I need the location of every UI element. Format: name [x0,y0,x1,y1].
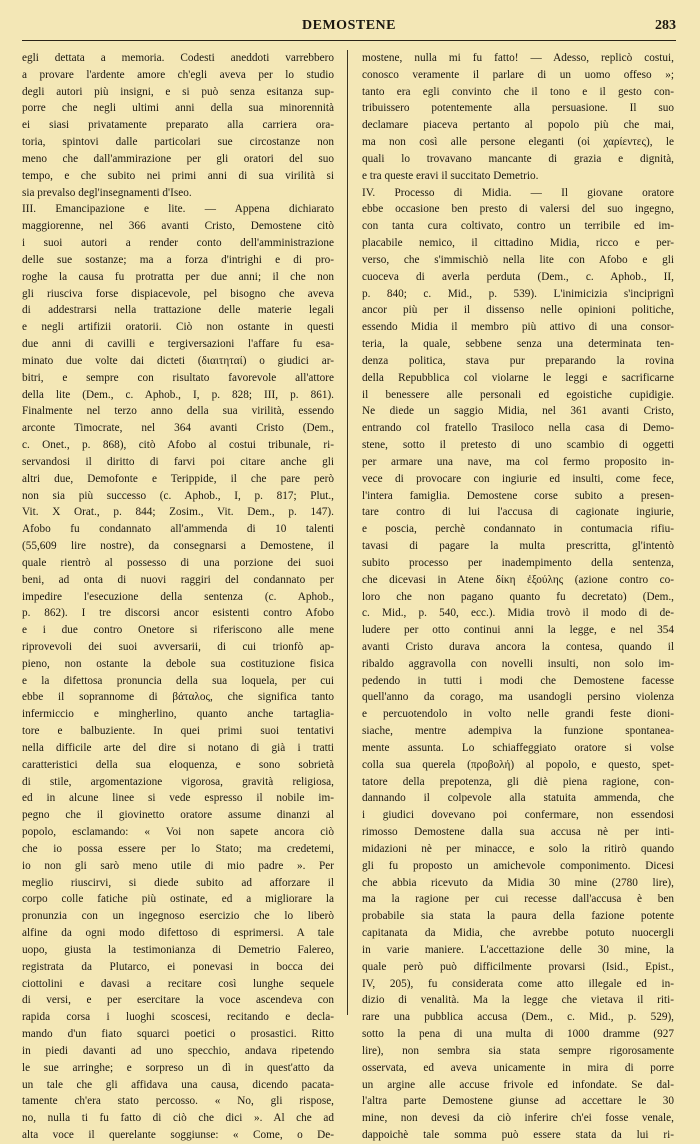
text-line: quali lo trovavano mancante di grazia e dignità, [362,152,674,165]
text-line: tavasi di pagare la multa prescritta, gl'intentò [362,540,674,553]
text-line: no, nulla ti fu fatto di ciò che dici ». Al che ad [22,1112,334,1125]
text-line: maggiorenne, nel 366 avanti Cristo, Demostene citò [22,220,334,233]
text-line: degli autori più insigni, e si può senza esitanza sup- [22,85,334,98]
text-line: rare una pubblica accusa (Dem., c. Mid., p. 529), [362,1011,674,1024]
text-line: vece di provocare con ingiurie ed insulti, come fece, [362,472,674,485]
text-line: loro che non pagano quanto fu decretato) (Dem., [362,590,674,603]
text-line: popolo, esclamando: « Voi non sapete ancora ciò [22,826,334,839]
text-line: III. Emancipazione e lite. — Appena dichiarato [22,203,334,216]
text-line: le sue arringhe; e sorpreso un dì in quest'atto da [22,1061,334,1074]
text-line: siache, mentre adempiva la funzione spontanea- [362,725,674,738]
text-line: tare contro di lui l'accusa di cagionate ingiurie, [362,506,674,519]
text-line: impedire l'esecuzione della sentenza (c. Aphob., [22,590,334,603]
text-line: altri due, Demofonte e Terippide, il che pare però [22,472,334,485]
text-line: i suoi autori a render conto dell'amministrazione [22,237,334,250]
text-line: e negli artifizii oratorii. Ciò non ostante in questi [22,321,334,334]
text-line: quale rientrò al possesso di una porzione dei suoi [22,556,334,569]
left-text-column [22,50,334,1144]
text-line: osservata, ed aveva unicamente in mira di porre [362,1061,674,1074]
column-divider [347,50,348,1015]
text-line: e la difettosa pronuncia della sua loquela, per cui [22,674,334,687]
text-line: gli riusciva forse dispiacevole, pel bisogno che aveva [22,287,334,300]
text-line: (55,609 lire nostre), da consegnarsi a Demostene, il [22,540,334,553]
text-line: verso, che s'immischiò nella lite con Afobo e gli [362,253,674,266]
text-line: sotto la pena di una multa di 1000 dramme (927 [362,1028,674,1041]
text-line: mine, non devesi da ciò inferire ch'ei fosse venale, [362,1112,674,1125]
text-line: ei siasi privatamente preparato alla carriera ora- [22,119,334,132]
text-line: pieno, non ostante la debole sua costituzione fisica [22,657,334,670]
text-line: p. 840; c. Mid., p. 539). L'inimicizia s'inciprignì [362,287,674,300]
text-line: midazioni nè per minacce, e solo la ritirò quando [362,842,674,855]
text-line: sia prevalso degl'insegnamenti d'Iseo. [22,186,192,199]
text-line: denza politica, stava pur preparando la rovina [362,354,674,367]
running-title: DEMOSTENE [302,18,396,33]
text-line: entrando col fratello Trasiloco nella casa di Demo- [362,422,674,435]
text-line: registrata da Plutarco, ei ponevasi in bocca dei [22,960,334,973]
text-line: ma non così alle persone eleganti (οἱ χαρίεντες), le [362,136,674,149]
text-line: a provare l'ardente amore ch'egli aveva per lo studio [22,68,334,81]
text-line: in piedi davanti ad uno specchio, andava ripetendo [22,1044,334,1057]
text-line: tatore della prepotenza, gli diè piena ragione, con- [362,775,674,788]
text-line: tamente ch'era stato percosso. « No, gli rispose, [22,1095,334,1108]
text-line: c. Onet., p. 868), citò Afobo al costui tribunale, ri- [22,439,334,452]
text-line: IV, 205), fu considerata come atto illegale ed in- [362,977,674,990]
text-line: rapida corsa i luoghi scoscesi, recitando e decla- [22,1011,334,1024]
text-line: gli fu proposto un amichevole componimento. Dicesi [362,859,674,872]
text-line: servandosi il diritto di farvi poi citare anche gli [22,455,334,468]
text-line: Afobo fu condannato all'ammenda di 10 talenti [22,523,334,536]
text-line: quale però può difficilmente provarsi (Isid., Epist., [362,960,674,973]
text-line: beni, ad onta di nuovi raggiri del condannato per [22,573,334,586]
text-line: Finalmente nel terzo anno della sua virilità, essendo [22,405,334,418]
text-line: Vit. X Orat., p. 844; Zosim., Vit. Dem., p. 147). [22,506,334,519]
text-line: alfine da ogni modo difettoso di esprimersi. A tale [22,927,334,940]
text-line: lire), non sembra sia stata sempre rigorosamente [362,1044,674,1057]
text-line: cuoceva di averla perduta (Dem., c. Aphob., II, [362,270,674,283]
text-line: p. 862). I tre discorsi ancor esistenti contro Afobo [22,607,334,620]
text-line: meglio riuscirvi, si diede subito ad afforzare il [22,876,334,889]
text-line: conosco veramente il parlare di un uomo offeso »; [362,68,674,81]
text-line: per armare una nave, ma col fermo proposito in- [362,455,674,468]
text-line: pegno che il giovinetto oratore assume dinanzi al [22,809,334,822]
text-line: delle sue sostanze; ma a forza d'intrighi e di pro- [22,253,334,266]
text-line: mente assunta. Lo schiaffeggiato oratore si volse [362,741,674,754]
text-line: ebbe il soprannome di βάταλος, che significa tanto [22,691,334,704]
text-line: uopo, giusta la testimonianza di Demetrio Falereo, [22,943,334,956]
text-line: colla sua querela (προβολή) al popolo, e questo, spet- [362,758,674,771]
text-line: due anni di cavilli e tergiversazioni l'affare fu esa- [22,338,334,351]
text-line: un argine alle accuse frivole ed infondate. Se dal- [362,1078,674,1091]
text-line: di addestrarsi nella trattazione delle materie legali [22,304,334,317]
text-line: egli dettata a memoria. Codesti aneddoti varrebbero [22,52,334,64]
text-line: arconte Timocrate, nel 364 avanti Cristo (Dem., [22,422,334,435]
text-line: infermiccio e mingherlino, quanto anche tartaglia- [22,708,334,721]
text-line: roghe la causa fu protratta per due anni; il che non [22,270,334,283]
text-line: tribuissero potentemente alla persuasione. Il suo [362,102,674,115]
text-line: Ne diede un saggio Midia, nel 361 avanti Cristo, [362,405,674,418]
text-line: ed in alcune linee si vede espresso il nobile im- [22,792,334,805]
text-line: avanti Cristo durava ancora la contesa, quando il [362,640,674,653]
text-line: il benessere alle personali ed egoistiche cupidigie. [362,388,674,401]
text-line: un tale che gli affidava una causa, dicendo pacata- [22,1078,334,1091]
page-header [22,14,676,41]
text-line: corpo colle fatiche più ostinate, ed a migliorare la [22,893,334,906]
text-line: declamare piaceva pertanto al popolo più che mai, [362,119,674,132]
text-line: IV. Processo di Midia. — Il giovane oratore [362,186,674,199]
text-line: dizio di venalità. Ma la legge che vietava il riti- [362,994,674,1007]
text-line: dannando il colpevole alla statuita ammenda, che [362,792,674,805]
text-line: porre che negli ultimi anni della sua minorennità [22,102,334,115]
text-line: bitri, e sempre con risultato favorevole all'attore [22,371,334,384]
text-line: nella difficile arte del dire si notano di già i tratti [22,741,334,754]
text-line: riprovevoli dei suoi avversarii, di cui trionfò ap- [22,640,334,653]
text-line: minato due volte dai dicteti (διαιτηταί) o giudici ar- [22,354,334,367]
text-line: stene, sotto il pretesto di uno scambio di oggetti [362,439,674,452]
text-line: i giudici dovevano poi confermare, non essendosi [362,809,674,822]
text-line: l'intera famiglia. Demostene corse subito a presen- [362,489,674,502]
text-line: e poscia, perchè condannato in contumacia rifiu- [362,523,674,536]
text-line: essendo Midia il membro più attivo di una consor- [362,321,674,334]
text-line: e i due contro Onetore si riferiscono alle mene [22,624,334,637]
text-line: della Repubblica col violarne le leggi e sacrificarne [362,371,674,384]
text-line: pronunzia con un ingegnoso esercizio che lo liberò [22,910,334,923]
text-line: meno che dall'ammirazione per gli oratori del suo [22,152,334,165]
text-line: teria, la quale, sebbene senza una determinata ten- [362,338,674,351]
text-line: di stile, argomentazione vigorosa, gravità religiosa, [22,775,334,788]
text-line: ribaldo aggravolla con novelli insulti, non solo im- [362,657,674,670]
text-line: c. Mid., p. 540, ecc.). Midia trovò il modo di de- [362,607,674,620]
text-line: mando d'un fiato squarci poetici o prosastici. Ritto [22,1028,334,1041]
text-line: tore e balbuziente. In quei primi suoi tentativi [22,725,334,738]
text-line: toria, spintovi dalle particolari sue circostanze non [22,136,334,149]
text-line: di versi, e per esercitare la voce ascendeva con [22,994,334,1007]
page-number: 283 [655,18,676,33]
text-line: alta voce il querelante soggiunse: « Come, o De- [22,1129,334,1141]
text-line: mostene, nulla mi fu fatto! — Adesso, replicò costui, [362,52,674,64]
text-line: che dicevasi in Atene δίκη ἐξούλης (azione contro co- [362,573,674,586]
text-line: rimosso Demostene dalla sua accusa nè per inti- [362,826,674,839]
text-line: ebbe occasione ben presto di valersi del suo ingegno, [362,203,674,216]
text-line: caratteristici della sua eloquenza, e sono sobrietà [22,758,334,771]
text-line: l'altra parte Demostene giunse ad accettare le 30 [362,1095,674,1108]
text-line: che abbia ricevuto da Midia 30 mine (2780 lire), [362,876,674,889]
text-line: e percuotendolo in volto nelle grandi feste dioni- [362,708,674,721]
text-line: dappoichè tale somma può essere stata da lui ri- [362,1129,674,1141]
text-line: tanto era egli convinto che il tono e il gesto con- [362,85,674,98]
text-line: ancor più per il dissenso nelle opinioni politiche, [362,304,674,317]
text-line: che io possa essere per lo Stato; ma credetemi, [22,842,334,855]
text-line: ma la ragione per cui recesse dall'accusa è ben [362,893,674,906]
text-line: ludere per otto continui anni la legge, e nel 354 [362,624,674,637]
text-line: quell'anno da corago, ma usandogli persino violenza [362,691,674,704]
text-line: probabile sia stata la paura della fazione potente [362,910,674,923]
text-line: in varie maniere. L'accettazione delle 30 mine, la [362,943,674,956]
text-line: subito processo per inadempimento della sentenza, [362,556,674,569]
text-line: e tra queste eravi il succitato Demetrio. [362,169,539,182]
text-line: ciottolini e davasi a recitare così lunghe sequele [22,977,334,990]
text-line: capitanata da Midia, che avrebbe potuto nuocergli [362,927,674,940]
text-line: pedendo in tutti i modi che Demostene facesse [362,674,674,687]
text-line: io non gli sarò meno utile di mio padre ». Per [22,859,334,872]
text-line: tempo, e che subito nei primi anni di sua virilità si [22,169,334,182]
text-line: con tanta cura coltivato, contro un terribile ed im- [362,220,674,233]
text-line: non sia più successo (c. Aphob., I, p. 817; Plut., [22,489,334,502]
text-line: placabile nemico, il cittadino Midia, ricco e per- [362,237,674,250]
text-line: della lite (Dem., c. Aphob., I, p. 828; III, p. 861). [22,388,334,401]
right-text-column [362,50,674,1144]
